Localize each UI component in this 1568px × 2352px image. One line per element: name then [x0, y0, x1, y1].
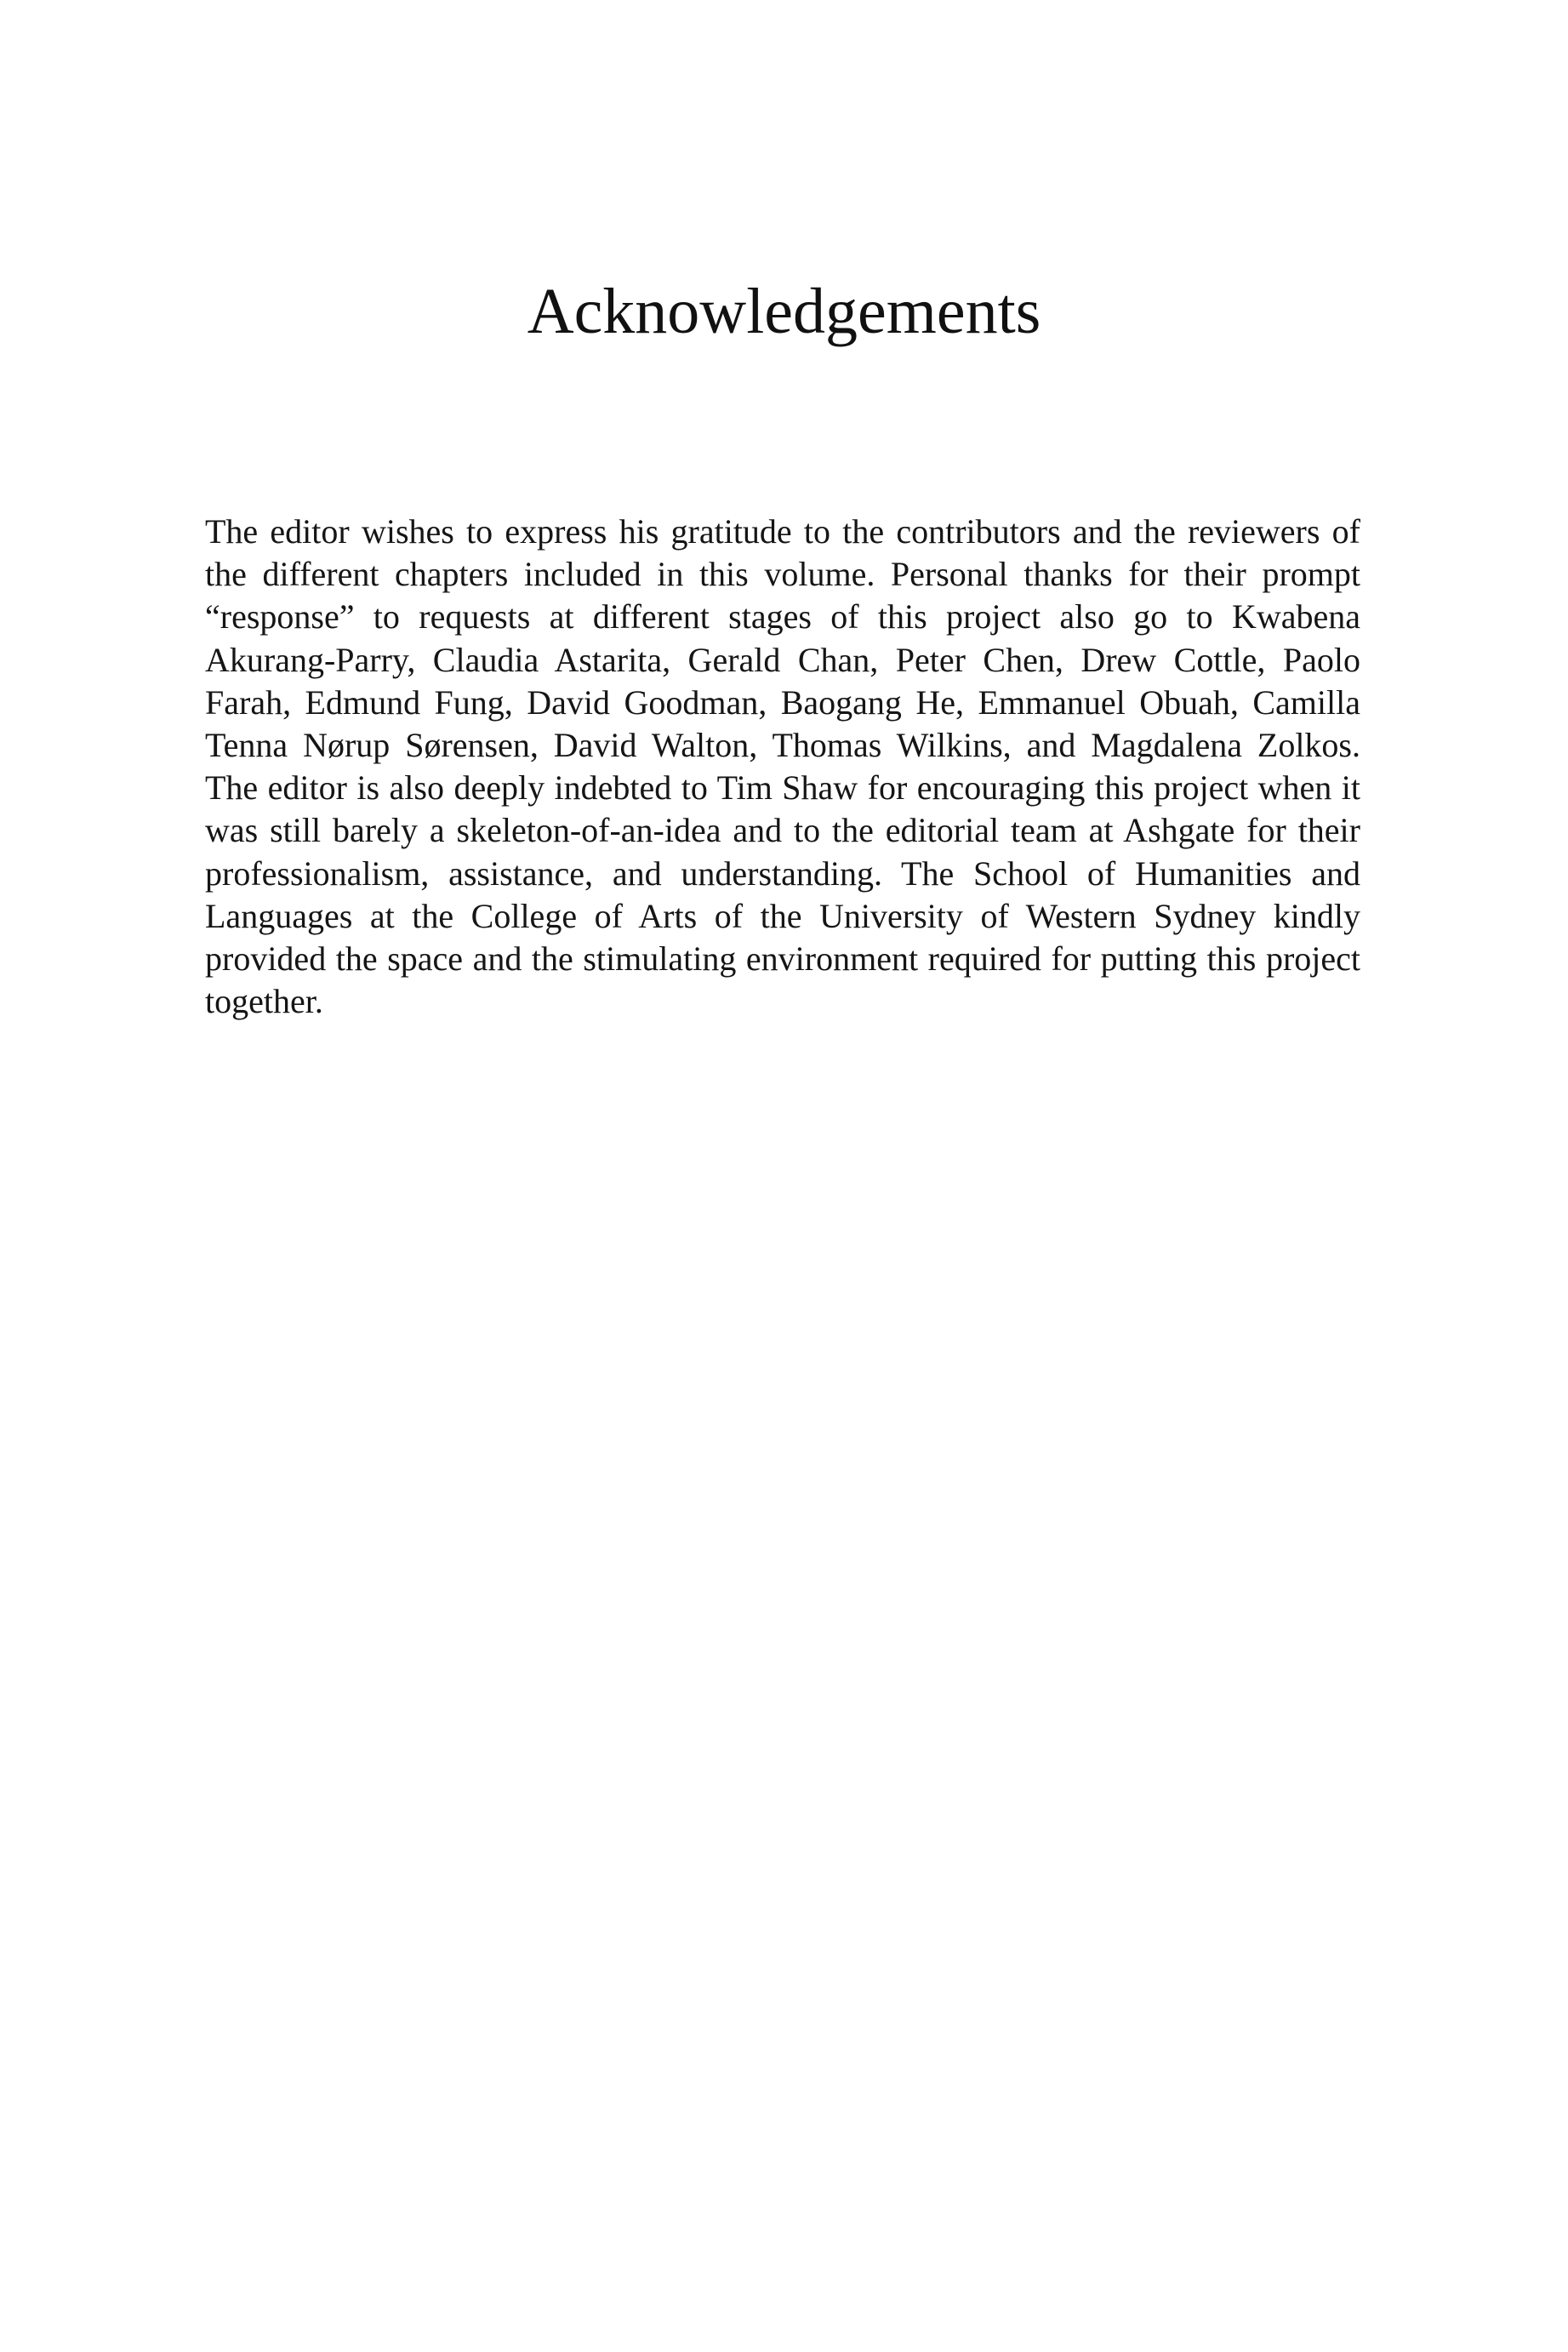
page-title: Acknowledgements [527, 276, 1041, 347]
acknowledgements-paragraph: The editor wishes to express his gratitude to the contributors and the reviewers of the different chapters included in this volume. Personal thanks for their prompt “response” to requests at different stages of this project also go to Kwabena Akurang-Parry, Claudia Astarita, Gerald Chan, Peter Chen, Drew Cottle, Paolo Farah, Edmund Fung, David Goodman, Baogang He, Emmanuel Obuah, Camilla Tenna Nørup Sørensen, David Walton, Thomas Wilkins, and Magdalena Zolkos. The editor is also deeply indebted to Tim Shaw for encouraging this project when it was still barely a skeleton-of-an-idea and to the editorial team at Ashgate for their professionalism, assistance, and understanding. The School of Humanities and Languages at the College of Arts of the University of Western Sydney kindly provided the space and the stimulating environment required for putting this project together. [205, 512, 1360, 1021]
